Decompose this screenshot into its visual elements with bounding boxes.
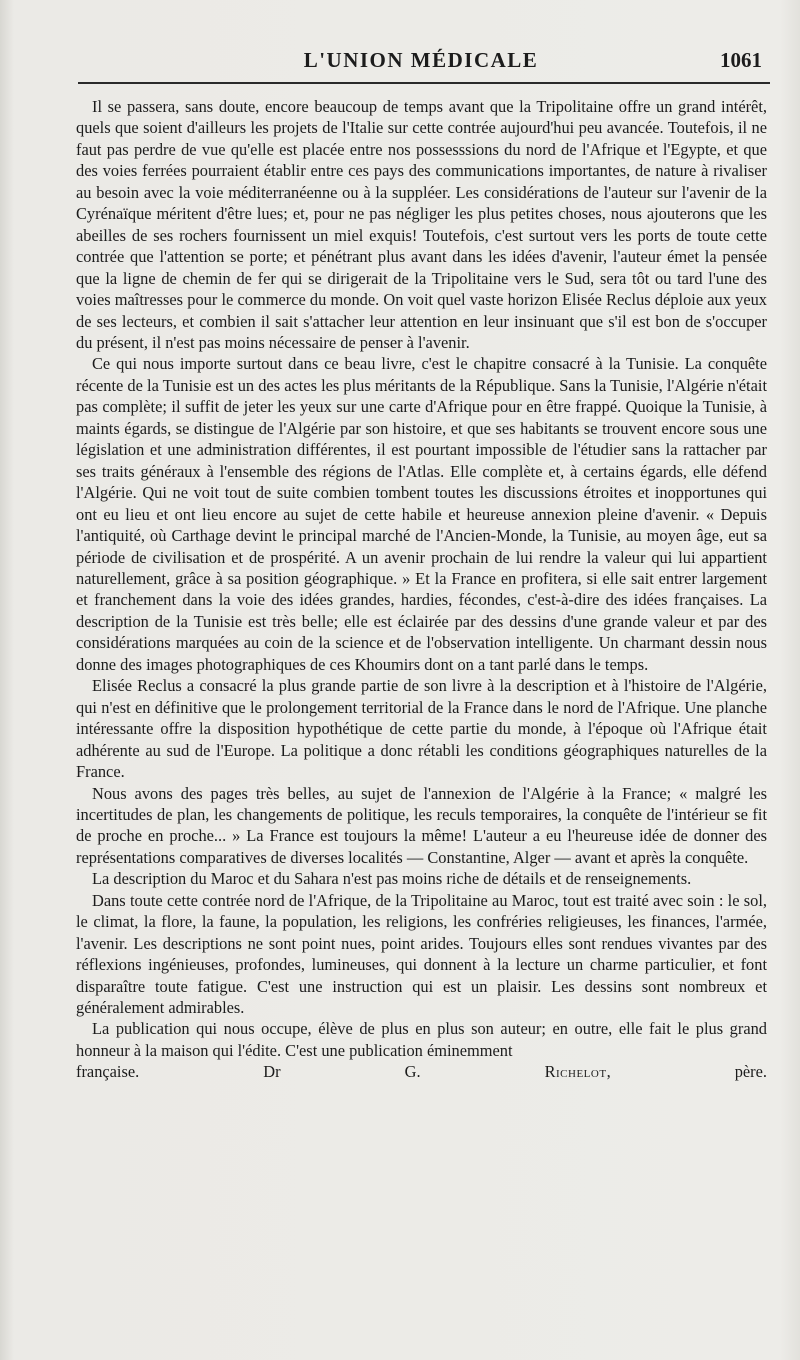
article-body bbox=[76, 96, 767, 1083]
page-number: 1061 bbox=[720, 48, 762, 72]
closing-word: française. bbox=[76, 1062, 140, 1082]
paragraph-publication: La publication qui nous occupe, élève de plus en plus son auteur; en outre, elle fait le plus grand honneur à la maison qui l'édite. C'est une publication éminemment bbox=[76, 1019, 767, 1060]
paragraph-algerie: Elisée Reclus a consacré la plus grande partie de son livre à la description et à l'histoire de l'Algérie, qui n'est en définitive que le prolongement territorial de la France dans le nord de l'Afrique. Une planche intéressante offre la disposition hypothétique de cette partie du monde, à l'époque où l'Afrique était adhérente au sud de l'Europe. La politique a donc rétabli les conditions géographiques naturelles de la France. bbox=[76, 676, 767, 782]
paragraph-annexion: Nous avons des pages très belles, au sujet de l'annexion de l'Algérie à la France; « malgré les incertitudes de plan, les changements de politique, les reculs temporaires, la conquête de l'intérieur se fit de proche en proche... » La France est toujours la même! L'auteur a eu l'heureuse idée de donner des représentations comparatives de diverses localités — Constantine, Alger — avant et après la conquête. bbox=[76, 783, 767, 867]
closing-line bbox=[76, 1061, 767, 1082]
journal-title: L'UNION MÉDICALE bbox=[303, 48, 539, 72]
paragraph-contree-nord: Dans toute cette contrée nord de l'Afrique, de la Tripolitaine au Maroc, tout est traité avec soin : le sol, le climat, la flore, la faune, la population, les religions, les confréries religieuses, les finances, l'armée, l'avenir. Les descriptions ne sont point nues, point arides. Toujours elles sont rendues vivantes par des réflexions ingénieuses, profondes, lumineuses, qui donnent à la lecture un charme particulier, et font disparaître toute fatigue. C'est une instruction qui est un plaisir. Les dessins sont nombreux et généralement admirables. bbox=[76, 890, 767, 1018]
paragraph-tripolitaine: Il se passera, sans doute, encore beaucoup de temps avant que la Tripolitaine offre un grand intérêt, quels que soient d'ailleurs les projets de l'Italie sur cette contrée aujourd'hui peu avancée. Toutefois, il ne faut pas perdre de vue qu'elle est placée entre nos possesssions du nord de l'Afrique et l'Egypte, et que des voies ferrées pourraient établir entre ces pays des communications importantes, de nature à rivaliser au besoin avec la voie méditerranéenne ou à la suppléer. Les considérations de l'auteur sur l'avenir de la Cyrénaïque méritent d'être lues; et, pour ne pas négliger les plus petites choses, nous ajouterons que les abeilles de ses rochers fournissent un miel exquis! Toutefois, c'est surtout vers les ports de toute cette contrée que l'attention se porte; et pénétrant plus avant dans les idées d'avenir, l'auteur émet la pensée que la ligne de chemin de fer qui se dirigerait de la Tripolitaine vers le Sud, sera tôt ou tard l'une des voies maîtresses pour le commerce du monde. On voit quel vaste horizon Elisée Reclus déploie aux yeux de ses lecteurs, et combien il sait s'attacher leur attention en leur insinuant que s'il est bon de s'occuper du présent, il n'est pas moins nécessaire de penser à l'avenir. bbox=[76, 97, 767, 352]
header-rule bbox=[78, 82, 770, 84]
page-header bbox=[76, 46, 766, 76]
paragraph-maroc-sahara: La description du Maroc et du Sahara n'est pas moins riche de détails et de renseignements. bbox=[92, 869, 692, 889]
paragraph-tunisie: Ce qui nous importe surtout dans ce beau livre, c'est le chapitre consacré à la Tunisie. La conquête récente de la Tunisie est un des actes les plus méritants de la République. Sans la Tunisie, l'Algérie n'était pas complète; il suffit de jeter les yeux sur une carte d'Afrique pour en être frappé. Quoique la Tunisie, à maints égards, se distingue de l'Algérie par son histoire, et que ses habitants se trouvent encore sous une législation et une administration différentes, il est pourtant impossible de l'étudier sans la rattacher par ses traits généraux à l'ensemble des régions de l'Atlas. Elle complète et, à certains égards, elle défend l'Algérie. Qui ne voit tout de suite combien tombent toutes les discussions étroites et inopportunes qui ont eu lieu et ont lieu encore au sujet de cette habile et heureuse annexion pleine d'avenir. « Depuis l'antiquité, où Carthage devint le principal marché de l'Ancien-Monde, la Tunisie, au moyen âge, eut sa période de civilisation et de prospérité. A un avenir prochain de lui rendre la valeur qui lui appartient naturellement, grâce à sa position géographique. » Et la France en profitera, si elle sait entrer largement et franchement dans la voie des idées grandes, hardies, fécondes, c'est-à-dire des idées françaises. La description de la Tunisie est très belle; elle est éclairée par des dessins d'une grande valeur et par des considérations marquées au coin de la science et de l'observation intelligente. Un charmant dessin nous donne des images photographiques de ces Khoumirs dont on a tant parlé dans le temps. bbox=[76, 354, 767, 674]
signature-prefix: Dr G. bbox=[263, 1062, 421, 1082]
signature bbox=[263, 1062, 767, 1081]
signature-suffix: , père. bbox=[606, 1062, 767, 1082]
signature-name: Richelot bbox=[544, 1062, 607, 1082]
